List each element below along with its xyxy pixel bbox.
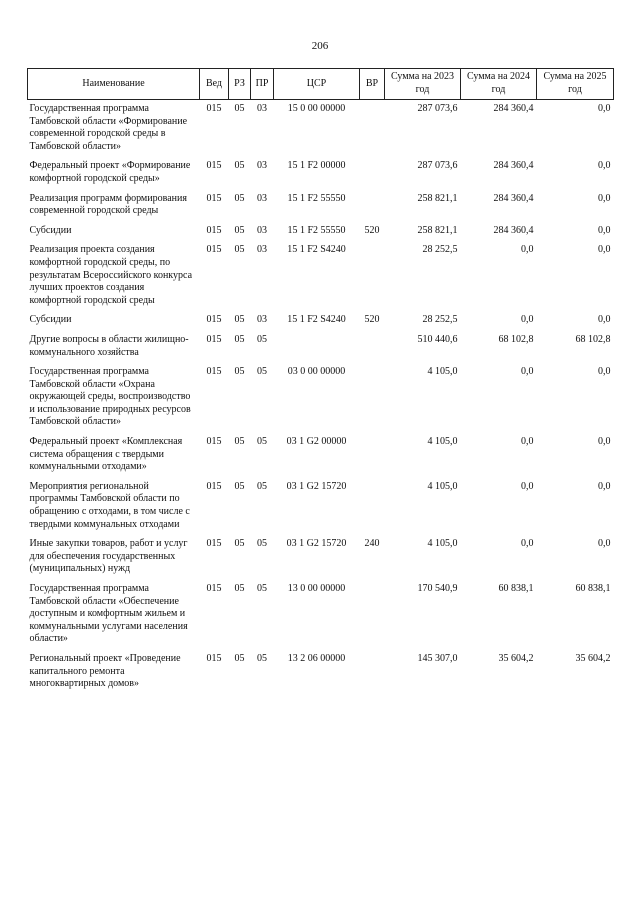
header-name: Наименование — [28, 69, 200, 100]
table-row — [28, 100, 614, 161]
cell-pr: 03 — [257, 244, 267, 256]
cell-sum-2023: 287 073,6 — [417, 103, 458, 114]
cell-vr — [360, 583, 385, 653]
cell-rz: 05 — [234, 224, 245, 236]
cell-csr: 15 1 F2 55550 — [287, 192, 346, 204]
cell-csr: 03 1 G2 00000 — [286, 436, 347, 448]
cell-name: Реализация программ формирования современной городской среды — [29, 192, 187, 217]
cell-vr — [360, 244, 385, 314]
cell-rz: 05 — [234, 244, 245, 256]
cell-rz: 05 — [234, 192, 245, 204]
header-rz: РЗ — [229, 69, 251, 100]
table-row — [28, 583, 614, 653]
table-body — [28, 100, 614, 698]
cell-csr: 15 1 F2 S4240 — [287, 244, 346, 256]
cell-sum-2024: 0,0 — [521, 366, 534, 378]
cell-sum-2025: 35 604,2 — [575, 652, 611, 664]
cell-sum-2023: 4 105,0 — [427, 538, 458, 550]
cell-vr — [360, 193, 385, 225]
cell-pr: 05 — [257, 333, 267, 345]
header-sum-2023: Сумма на 2023 год — [385, 69, 461, 100]
cell-pr: 03 — [257, 160, 267, 172]
cell-ved: 015 — [206, 652, 222, 664]
cell-ved: 015 — [206, 314, 222, 326]
cell-vr: 240 — [364, 538, 380, 550]
cell-sum-2024: 68 102,8 — [498, 333, 534, 345]
cell-name: Другие вопросы в области жилищно-коммунального хозяйства — [29, 333, 189, 358]
cell-sum-2024: 0,0 — [521, 538, 534, 550]
cell-name: Субсидии — [29, 314, 72, 326]
cell-rz: 05 — [234, 103, 245, 114]
cell-rz: 05 — [234, 538, 245, 550]
cell-sum-2024: 60 838,1 — [498, 583, 534, 594]
cell-pr: 03 — [257, 314, 267, 326]
cell-csr: 15 0 00 00000 — [287, 103, 346, 114]
header-ved: Вед — [200, 69, 229, 100]
cell-sum-2024: 284 360,4 — [493, 160, 534, 172]
cell-csr: 13 2 06 00000 — [287, 652, 346, 664]
cell-sum-2025: 0,0 — [598, 103, 611, 114]
cell-name: Федеральный проект «Комплексная система обращения с твердыми коммунальными отходами» — [29, 436, 183, 473]
cell-sum-2025: 0,0 — [598, 366, 611, 378]
cell-ved: 015 — [206, 366, 222, 378]
header-pr: ПР — [251, 69, 274, 100]
header-csr: ЦСР — [274, 69, 360, 100]
cell-sum-2024: 284 360,4 — [493, 224, 534, 236]
cell-vr — [360, 481, 385, 538]
cell-sum-2025: 68 102,8 — [575, 333, 611, 345]
cell-name: Реализация проекта создания комфортной городской среды, по результатам Всероссийского конкурса лучших проектов создания комфортной городской среды — [29, 244, 193, 306]
cell-sum-2023: 287 073,6 — [417, 160, 458, 172]
cell-sum-2025: 0,0 — [598, 192, 611, 204]
cell-rz: 05 — [234, 652, 245, 664]
cell-pr: 05 — [257, 583, 267, 594]
cell-sum-2023: 28 252,5 — [422, 244, 458, 256]
cell-name: Федеральный проект «Формирование комфортной городской среды» — [29, 160, 191, 184]
cell-vr: 520 — [364, 314, 380, 326]
cell-vr — [360, 366, 385, 436]
cell-ved: 015 — [206, 538, 222, 550]
table-row — [28, 244, 614, 314]
cell-rz: 05 — [234, 480, 245, 492]
cell-ved: 015 — [206, 192, 222, 204]
cell-sum-2023: 510 440,6 — [417, 333, 458, 345]
cell-pr: 05 — [257, 436, 267, 448]
cell-vr — [360, 436, 385, 481]
cell-sum-2025: 0,0 — [598, 160, 611, 172]
budget-table — [27, 68, 614, 698]
cell-vr: 520 — [364, 224, 380, 236]
cell-name: Государственная программа Тамбовской области «Обеспечение доступным и комфортным жильем и коммунальными услугами населения области» — [29, 583, 188, 645]
cell-name: Субсидии — [29, 224, 72, 236]
cell-sum-2023: 258 821,1 — [417, 192, 458, 204]
cell-csr: 15 1 F2 S4240 — [287, 314, 346, 326]
table-row — [28, 225, 614, 245]
table-row — [28, 436, 614, 481]
table-row — [28, 334, 614, 366]
cell-rz: 05 — [234, 160, 245, 172]
cell-vr — [360, 160, 385, 192]
cell-rz: 05 — [234, 366, 245, 378]
cell-sum-2024: 284 360,4 — [493, 192, 534, 204]
cell-csr: 03 0 00 00000 — [287, 366, 346, 378]
cell-sum-2025: 0,0 — [598, 436, 611, 448]
cell-sum-2023: 170 540,9 — [417, 583, 458, 594]
cell-csr: 15 1 F2 55550 — [287, 224, 346, 236]
cell-sum-2024: 0,0 — [521, 314, 534, 326]
cell-sum-2023: 4 105,0 — [427, 436, 458, 448]
cell-ved: 015 — [206, 480, 222, 492]
header-sum-2024: Сумма на 2024 год — [461, 69, 537, 100]
cell-sum-2023: 4 105,0 — [427, 366, 458, 378]
cell-rz: 05 — [234, 583, 245, 594]
cell-csr — [274, 334, 360, 366]
cell-pr: 05 — [257, 538, 267, 550]
cell-csr: 15 1 F2 00000 — [287, 160, 346, 172]
cell-pr: 03 — [257, 103, 267, 114]
cell-pr: 03 — [257, 192, 267, 204]
cell-sum-2025: 0,0 — [598, 224, 611, 236]
cell-sum-2023: 28 252,5 — [422, 314, 458, 326]
table-row — [28, 160, 614, 192]
table-row — [28, 653, 614, 698]
cell-rz: 05 — [234, 436, 245, 448]
table-row — [28, 481, 614, 538]
cell-ved: 015 — [206, 333, 222, 345]
cell-rz: 05 — [234, 314, 245, 326]
cell-ved: 015 — [206, 244, 222, 256]
cell-csr: 03 1 G2 15720 — [286, 538, 347, 550]
cell-pr: 05 — [257, 366, 267, 378]
cell-vr — [360, 334, 385, 366]
header-vr: ВР — [360, 69, 385, 100]
header-sum-2025: Сумма на 2025 год — [537, 69, 614, 100]
cell-csr: 13 0 00 00000 — [287, 583, 346, 594]
cell-csr: 03 1 G2 15720 — [286, 480, 347, 492]
cell-sum-2024: 0,0 — [521, 480, 534, 492]
cell-pr: 05 — [257, 652, 267, 664]
cell-name: Мероприятия региональной программы Тамбовской области по обращению с отходами, в том числе с твердыми коммунальных отходами — [29, 480, 190, 530]
cell-sum-2025: 60 838,1 — [575, 583, 611, 594]
cell-sum-2024: 0,0 — [521, 244, 534, 256]
cell-pr: 03 — [257, 224, 267, 236]
cell-ved: 015 — [206, 103, 222, 114]
table-row — [28, 314, 614, 334]
table-row — [28, 538, 614, 583]
cell-sum-2023: 145 307,0 — [417, 652, 458, 664]
cell-sum-2023: 4 105,0 — [427, 480, 458, 492]
cell-vr — [360, 100, 385, 161]
cell-ved: 015 — [206, 583, 222, 594]
cell-name: Государственная программа Тамбовской области «Охрана окружающей среды, воспроизводство и использование природных ресурсов Тамбовской области» — [29, 366, 191, 428]
cell-name: Иные закупки товаров, работ и услуг для обеспечения государственных (муниципальных) нужд — [29, 538, 188, 575]
cell-sum-2025: 0,0 — [598, 314, 611, 326]
cell-sum-2024: 284 360,4 — [493, 103, 534, 114]
cell-ved: 015 — [206, 436, 222, 448]
table-row — [28, 366, 614, 436]
cell-sum-2023: 258 821,1 — [417, 224, 458, 236]
cell-rz: 05 — [234, 333, 245, 345]
table-row — [28, 193, 614, 225]
cell-ved: 015 — [206, 224, 222, 236]
cell-sum-2024: 35 604,2 — [498, 652, 534, 664]
table-header-row — [28, 69, 614, 100]
page-number: 206 — [311, 40, 329, 52]
cell-pr: 05 — [257, 480, 267, 492]
cell-name: Государственная программа Тамбовской области «Формирование современной городской среды в Тамбовской области» — [29, 103, 188, 152]
cell-sum-2025: 0,0 — [598, 480, 611, 492]
cell-sum-2024: 0,0 — [521, 436, 534, 448]
cell-ved: 015 — [206, 160, 222, 172]
cell-sum-2025: 0,0 — [598, 244, 611, 256]
cell-sum-2025: 0,0 — [598, 538, 611, 550]
cell-vr — [360, 653, 385, 698]
cell-name: Региональный проект «Проведение капитального ремонта многоквартирных домов» — [29, 652, 181, 690]
